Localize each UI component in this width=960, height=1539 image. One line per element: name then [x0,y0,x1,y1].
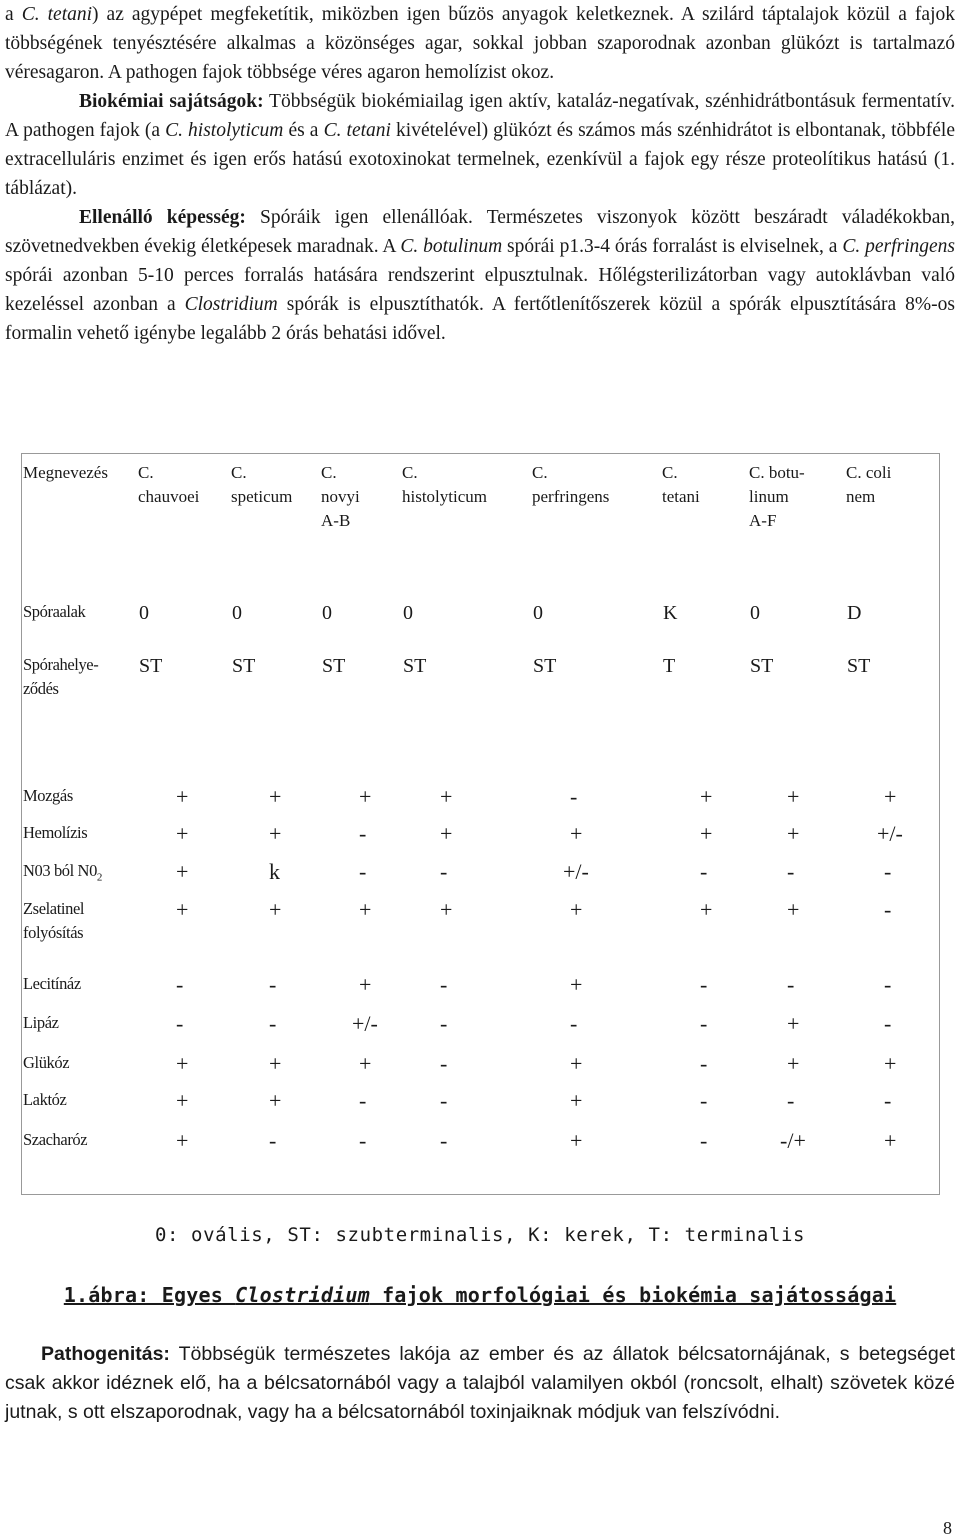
table-cell: - [440,1128,448,1153]
table-cell: ST [322,655,346,677]
table-cell: + [787,1011,800,1036]
table-cell: - [440,859,448,884]
body-text-top [5,0,955,348]
table-legend: 0: ovális, ST: szubterminalis, K: kerek, T: terminalis [154,1224,806,1246]
table-column-header: C. novyi A-B [321,463,360,530]
table-row-label: Spóraalak [23,602,86,621]
table-cell: T [663,655,676,677]
table-cell: + [700,784,713,809]
table-cell: ST [750,655,774,677]
caption-genus: Clostridium [235,1283,370,1307]
table-cell: - [700,1128,708,1153]
text-run: Spóráik igen ellenállóak. Természetes viszonyok között beszáradt váladékokban, szövetnedvekben évekig életképesek maradnak. A [5,207,955,257]
paragraph-label: Pathogenitás: [41,1343,170,1365]
figure-caption [0,1283,960,1307]
table-cell: + [269,1051,282,1076]
table-cell: - [700,972,708,997]
table-row-label: N03 ból $N0_2$ [23,861,103,884]
table-cell: ST [847,655,871,677]
table-cell: + [176,821,189,846]
table-cell: + [359,1051,372,1076]
table-cell: +/- [352,1011,378,1036]
table-row-label: Laktóz [23,1090,67,1109]
table-row-label: Hemolízis [23,823,88,842]
text-run: ) az agypépet megfeketítik, miközben igen bűzös anyagok keletkeznek. A szilárd táptalajok közül a fajok többségének tenyésztésére alkalmas a közönséges agar, sokkal jobban szaporodnak azonban glükózt is tartalmazó véresagaron. A pathogen fajok többsége véres agaron hemolízist okoz. [5,4,955,83]
table-cell: + [359,784,372,809]
table-cell: - [269,972,277,997]
table-cell: + [787,1051,800,1076]
text-run: és a [283,120,324,141]
table-cell: + [359,897,372,922]
table-cell: 0 [232,602,242,624]
table-cell: 0 [750,602,760,624]
table-cell: - [269,1128,277,1153]
genus-name: Clostridium [184,294,278,315]
paragraph-label: Ellenálló képesség: [79,207,246,228]
table-cell: - [700,1011,708,1036]
page-number: 8 [943,1518,952,1538]
table-cell: - [176,972,184,997]
table-cell: + [176,1128,189,1153]
table-cell: - [787,859,795,884]
table-cell: ST [139,655,163,677]
table-cell: + [176,784,189,809]
table-cell: - [787,972,795,997]
table-cell: + [884,1051,897,1076]
table-cell: - [359,821,367,846]
text-run: kivételével) glükózt és számos más szénhidrátot is elbontanak, többféle extracelluláris enzimet és igen erős hatású exotoxinokat termelnek, ezenkívül a fajok egy része proteolítikus hatású (1. táblázat). [5,120,955,199]
table-cell: + [176,1051,189,1076]
table-cell: - [359,1128,367,1153]
table-cell: + [787,821,800,846]
text-run: a [5,4,22,25]
table-cell: + [176,859,189,884]
table-cell: - [440,1011,448,1036]
table-cell: 0 [139,602,149,624]
paragraph-pathogenicity [5,1340,955,1427]
table-cell: 0 [403,602,413,624]
table-cell: + [700,821,713,846]
table-cell: + [884,1128,897,1153]
table-row-label: Mozgás [23,786,73,805]
table-column-header: C. histolyticum [402,463,487,506]
table-cell: - [359,859,367,884]
table-cell: + [787,784,800,809]
table-row-label: Lecitínáz [23,974,81,993]
table-row-label-subscript: 2 [96,871,103,884]
table-cell: ST [403,655,427,677]
table-cell: k [269,859,280,884]
body-text-pathogenicity [5,1340,955,1427]
table-cell: + [570,1051,583,1076]
table-cell: 0 [322,602,332,624]
table-cell: - [440,1051,448,1076]
table-column-header: C. perfringens [532,463,610,506]
paragraph-biochemistry [5,87,955,203]
table-cell: + [570,972,583,997]
table-cell: 0 [533,602,543,624]
table-cell: K [663,602,678,624]
table-cell: + [440,784,453,809]
table-cell: + [884,784,897,809]
table-column-header: C. coli nem [846,463,892,506]
table-cell: + [570,1128,583,1153]
table-cell: D [847,602,862,624]
table-cell: - [700,1088,708,1113]
table-cell: + [440,897,453,922]
table-cell: + [269,897,282,922]
table-row-label: Spórahelye- ződés [23,655,99,698]
table-cell: ST [533,655,557,677]
table-cell: - [884,897,892,922]
table-cell: - [570,1011,578,1036]
paragraph-resistance [5,203,955,348]
table-cell: + [440,821,453,846]
table-cell: + [359,972,372,997]
caption-text: fajok morfológiai és biokémia sajátosságai [369,1283,897,1307]
species-name: C. tetani [323,120,391,141]
table-cell: - [700,859,708,884]
table-cell: + [570,897,583,922]
table-row-label: Szacharóz [23,1130,88,1149]
table-cell: - [570,784,578,809]
table-row-label: Zselatinel folyósítás [23,899,85,942]
species-name: C. histolyticum [165,120,284,141]
caption-text: 1.ábra: Egyes [63,1283,236,1307]
table-cell: - [359,1088,367,1113]
table-cell: - [440,972,448,997]
table-cell: - [884,859,892,884]
table-cell: +/- [877,821,903,846]
text-run: Többségük biokémiailag igen aktív, kataláz-negatívak, szénhidrátbontásuk fermentatív. A pathogen fajok (a [5,91,955,141]
text-run: Többségük természetes lakója az ember és az állatok bélcsatornájának, s betegséget csak akkor idéznek elő, ha a bélcsatornából vagy a talajból valamilyen okból (roncsolt, elhalt) szövetek közé jutnak, s ott elszaporodnak, vagy ha a bélcsatornából toxinjaiknak módjuk van felszívódni. [5,1343,955,1423]
table-cell: - [700,1051,708,1076]
table-cell: + [176,897,189,922]
paragraph-growth [5,0,955,87]
species-name: C. perfringens [842,236,956,257]
table-cell: - [440,1088,448,1113]
table-cell: + [787,897,800,922]
species-name: C. botulinum [400,236,503,257]
table-cell: + [700,897,713,922]
table-cell: - [269,1011,277,1036]
table-cell: - [884,972,892,997]
table-cell: + [176,1088,189,1113]
table-column-header: C. botu- linum A-F [749,463,805,530]
species-name: C. tetani [21,4,93,25]
table-cell: - [884,1011,892,1036]
text-run: spórái azonban 5-10 perces forralás hatására rendszerint elpusztulnak. Hőlégsterilizátorban vagy autoklávban való kezeléssel azonban a [5,265,955,315]
table-header-label: Megnevezés [23,463,108,482]
table-cell: + [269,821,282,846]
text-run: spórák is elpusztíthatók. A fertőtlenítőszerek közül a spórák elpusztítására 8%-os formalin vehető igénybe legalább 2 órás behatási idővel. [5,294,955,344]
clostridium-properties-table [21,453,940,1195]
table-cell: + [570,821,583,846]
table-column-header: C. speticum [231,463,293,506]
table-row-label: Glükóz [23,1053,70,1072]
table-cell: + [269,784,282,809]
paragraph-label: Biokémiai sajátságok: [79,91,264,112]
table-row-label: Lipáz [23,1013,59,1032]
table-cell: - [884,1088,892,1113]
text-run: spórái p1.3-4 órás forralást is elviselnek, a [502,236,843,257]
table-cell: + [570,1088,583,1113]
table-cell: +/- [563,859,589,884]
table-cell: ST [232,655,256,677]
table-cell: - [176,1011,184,1036]
table-cell: - [787,1088,795,1113]
table-column-header: C. chauvoei [138,463,200,506]
table-cell: + [269,1088,282,1113]
table-cell: -/+ [780,1128,806,1153]
table-column-header: C. tetani [662,463,700,506]
